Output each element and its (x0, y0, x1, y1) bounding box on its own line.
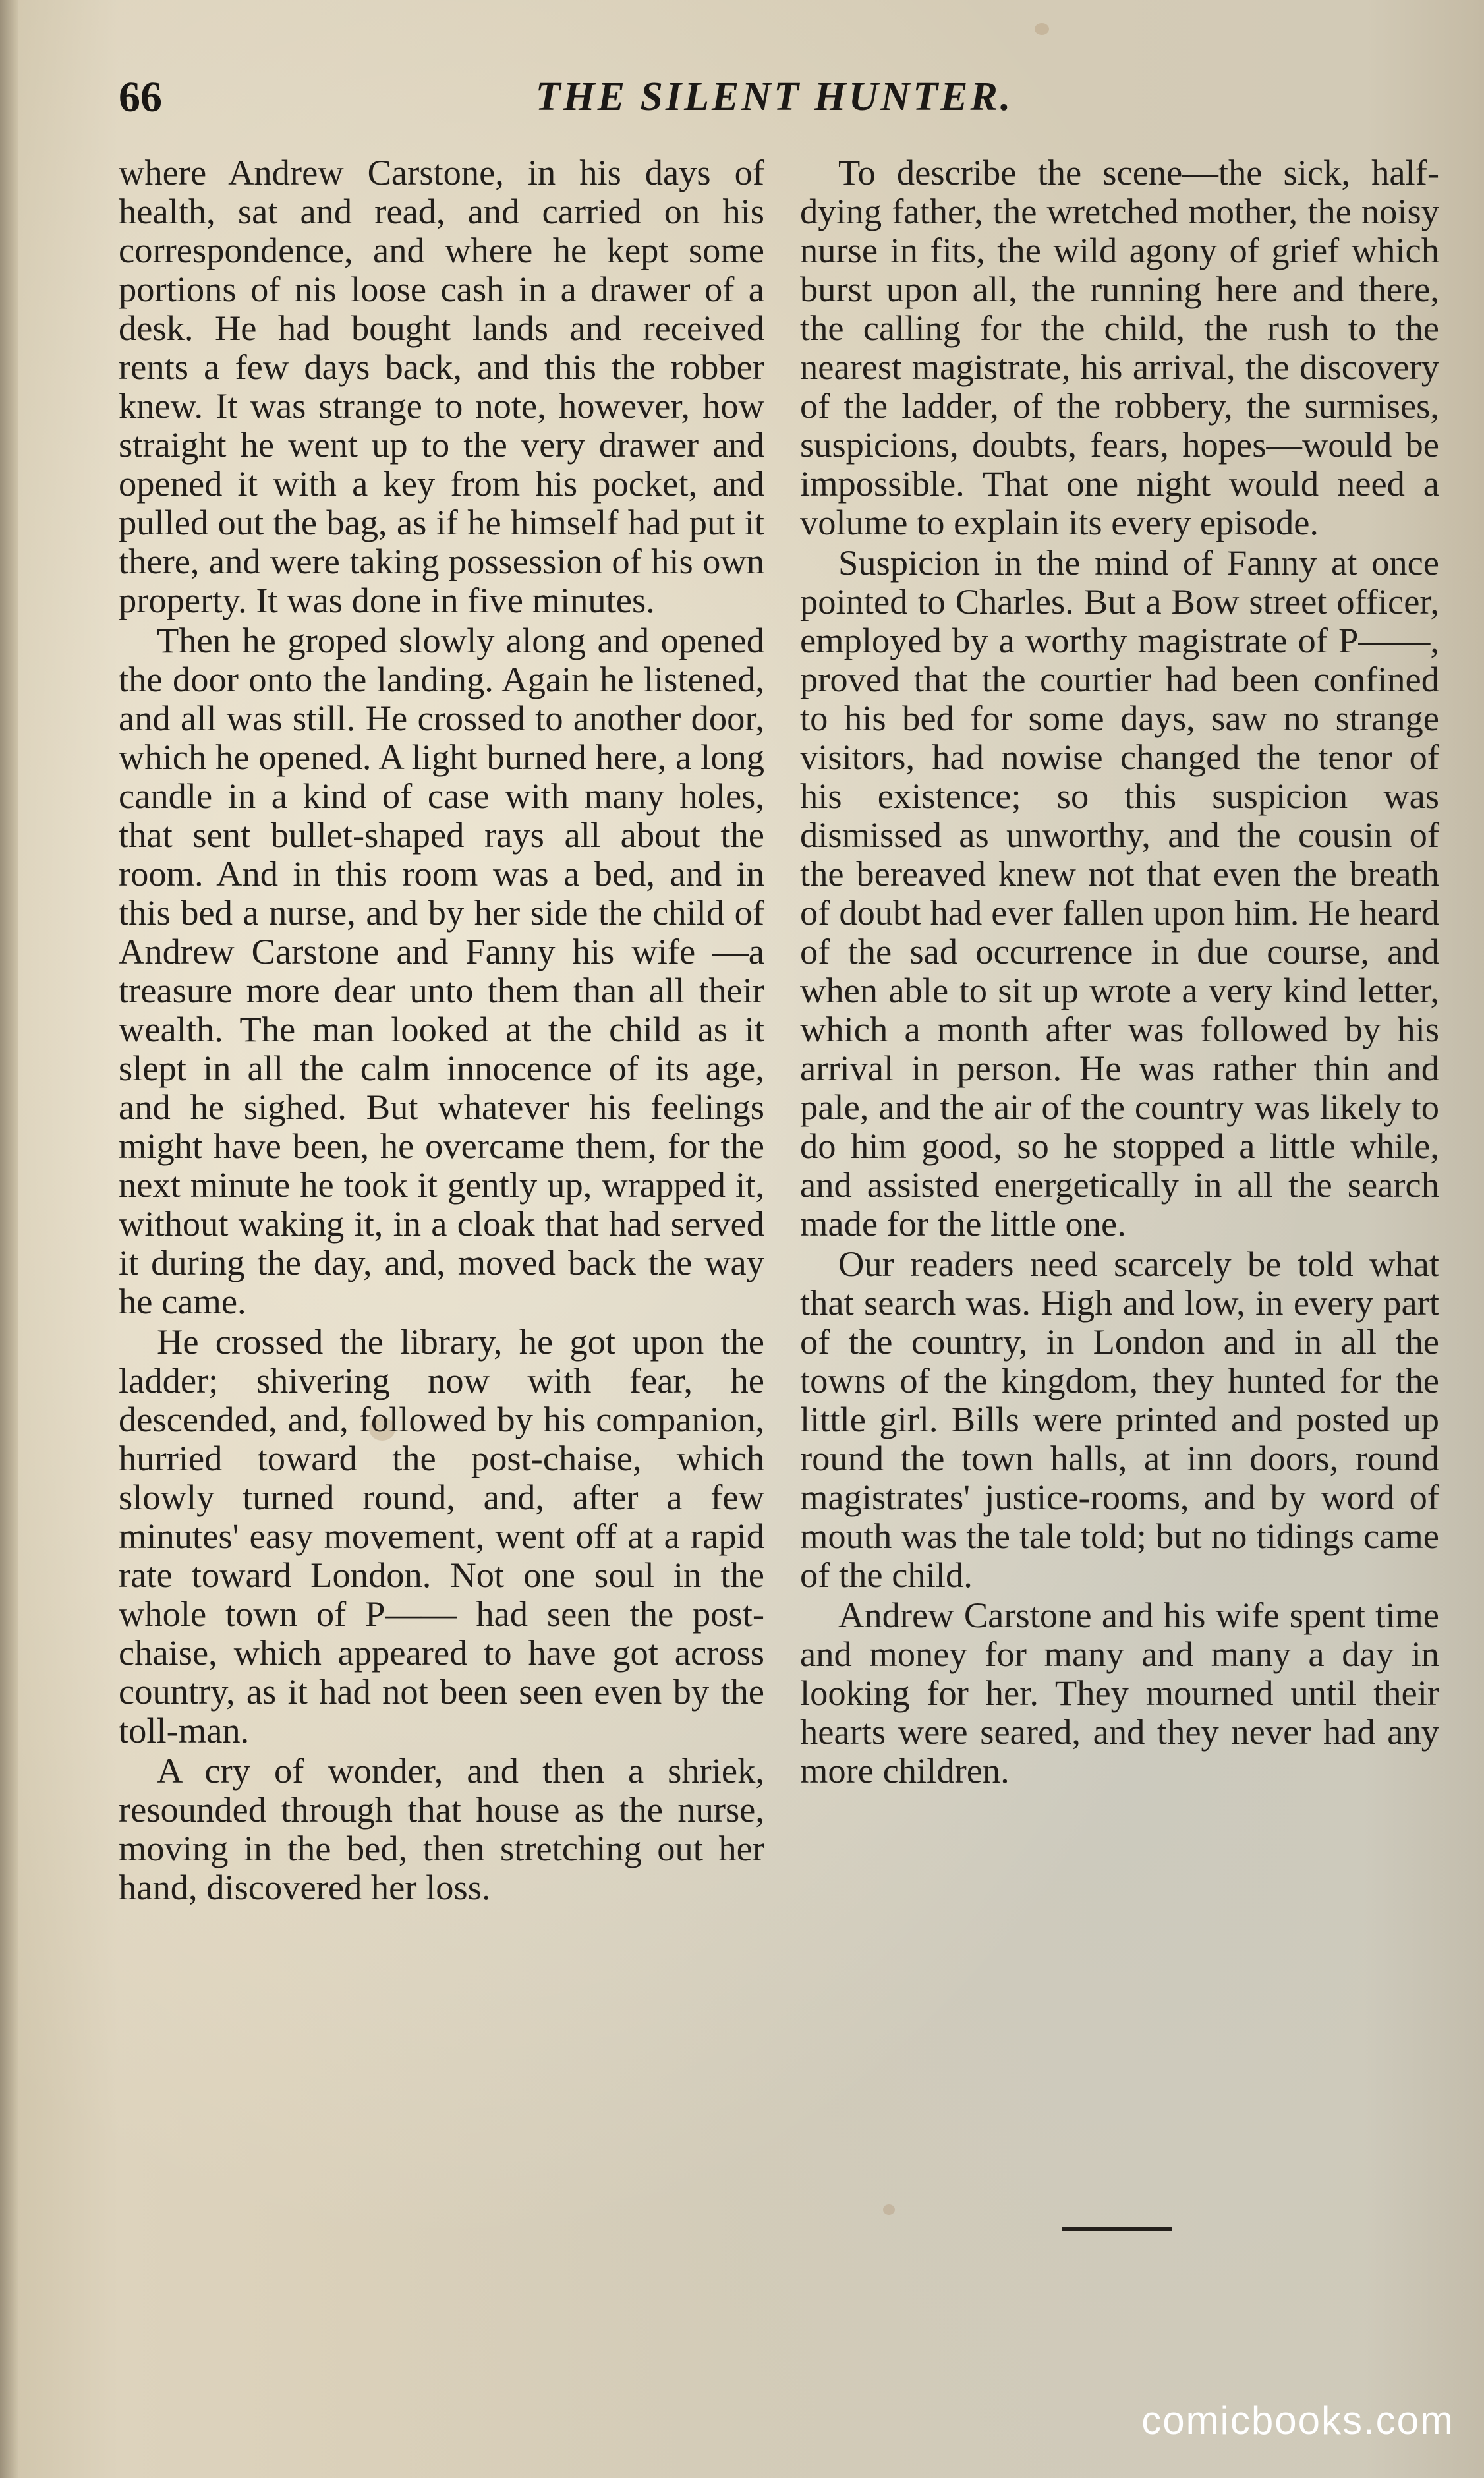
right-column (800, 153, 1439, 1791)
left-column (119, 153, 764, 1908)
paragraph: To describe the scene—the sick, half-dying father, the wretched mother, the noisy nurse in fits, the wild agony of grief which burst upon all, the running here and there, the calling for the child, the rush to the nearest magistrate, his arrival, the discovery of the ladder, of the robbery, the surmises, suspicions, doubts, fears, hopes—would be impossible. That one night would need a volume to explain its every episode. (800, 152, 1439, 542)
paragraph: where Andrew Carstone, in his days of health, sat and read, and carried on his correspondence, and where he kept some portions of nis loose cash in a drawer of a desk. He had bought lands and received rents a few days back, and this the robber knew. It was strange to note, however, how straight he went up to the very drawer and opened it with a key from his pocket, and pulled out the bag, as if he himself had put it there, and were taking possession of his own property. It was done in five minutes. (119, 152, 764, 620)
paragraph: He crossed the library, he got upon the ladder; shivering now with fear, he descended, and, followed by his companion, hurried toward the post-chaise, which slowly turned round, and, after a few minutes' easy movement, went off at a rapid rate toward London. Not one soul in the whole town of P—— had seen the post-chaise, which appeared to have got across country, as it had not been seen even by the toll-man. (119, 1321, 764, 1750)
page-header (119, 72, 1430, 132)
page-number: 66 (119, 73, 162, 121)
ink-stain (883, 2204, 895, 2215)
paragraph: Andrew Carstone and his wife spent time and money for many and many a day in looking for her. They mourned until their hearts were seared, and they never had any more children. (800, 1595, 1439, 1791)
paragraph: Suspicion in the mind of Fanny at once pointed to Charles. But a Bow street officer, employed by a worthy magistrate of P——, proved that the courtier had been confined to his bed for some days, saw no strange visitors, had nowise changed the tenor of his existence; so this suspicion was dismissed as unworthy, and the cousin of the bereaved knew not that even the breath of doubt had ever fallen upon him. He heard of the sad occurrence in due course, and when able to sit up wrote a very kind letter, which a month after was followed by his arrival in person. He was rather thin and pale, and the air of the country was likely to do him good, so he stopped a little while, and assisted energetically in all the search made for the little one. (800, 542, 1439, 1244)
running-title: THE SILENT HUNTER. (535, 74, 1013, 119)
section-end-rule (1062, 2227, 1172, 2231)
paragraph: A cry of wonder, and then a shriek, resounded through that house as the nurse, moving in the bed, then stretching out her hand, discovered her loss. (119, 1750, 764, 1907)
ink-stain (1035, 23, 1049, 35)
paragraph: Then he groped slowly along and opened the door onto the landing. Again he listened, and all was still. He crossed to another door, which he opened. A light burned here, a long candle in a kind of case with many holes, that sent bullet-shaped rays all about the room. And in this room was a bed, and in this bed a nurse, and by her side the child of Andrew Carstone and Fanny his wife —a treasure more dear unto them than all their wealth. The man looked at the child as it slept in all the calm innocence of its age, and he sighed. But whatever his feelings might have been, he overcame them, for the next minute he took it gently up, wrapped it, without waking it, in a cloak that had served it during the day, and, moved back the way he came. (119, 620, 764, 1321)
paragraph: Our readers need scarcely be told what that search was. High and low, in every part of the country, in London and in all the towns of the kingdom, they hunted for the little girl. Bills were printed and posted up round the town halls, at inn doors, round magistrates' justice-rooms, and by word of mouth was the tale told; but no tidings came of the child. (800, 1244, 1439, 1595)
watermark: comicbooks.com (1141, 2398, 1454, 2442)
page-edge-shadow (0, 0, 18, 2478)
